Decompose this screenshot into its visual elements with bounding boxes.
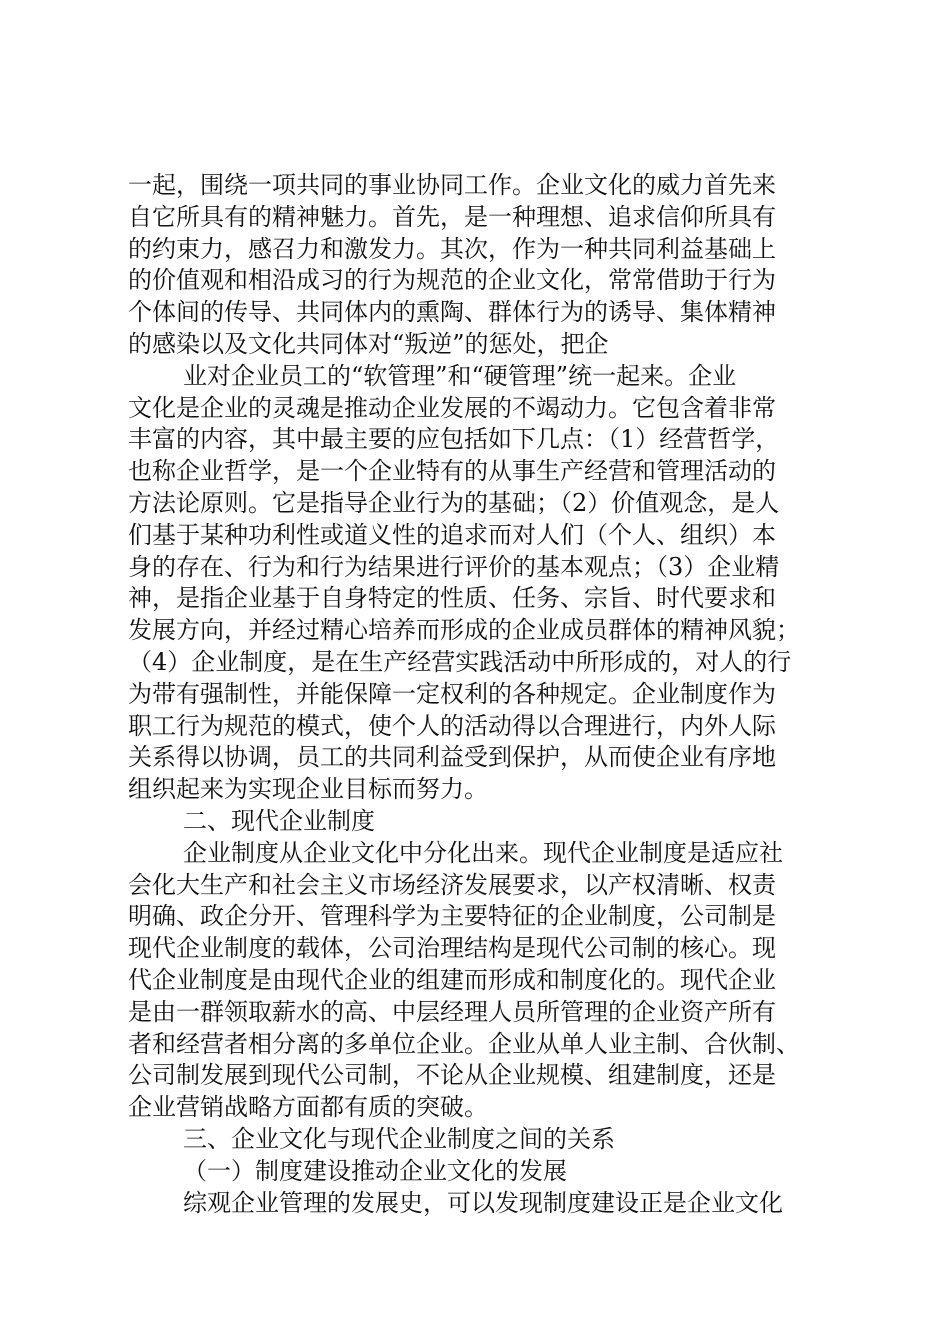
paragraph-first-line: 综观企业管理的发展史，可以发现制度建设正是企业文化 <box>183 1188 783 1217</box>
section-heading: 二、现代企业制度 <box>183 806 375 835</box>
text-line: 方法论原则。它是指导企业行为的基础；（2）价值观念，是人 <box>128 488 780 517</box>
text-line: 的感染以及文化共同体对“叛逆”的惩处，把企 <box>128 329 609 358</box>
text-line: 发展方向，并经过精心培养而形成的企业成员群体的精神风貌； <box>128 616 800 645</box>
text-line: 的价值观和相沿成习的行为规范的企业文化，常常借助于行为 <box>128 266 776 295</box>
text-line: 现代企业制度的载体，公司治理结构是现代公司制的核心。现 <box>128 934 776 963</box>
text-line: 关系得以协调，员工的共同利益受到保护，从而使企业有序地 <box>128 743 776 772</box>
text-line: 神，是指企业基于自身特定的性质、任务、宗旨、时代要求和 <box>128 584 776 613</box>
document-body <box>128 170 840 1219</box>
text-line: 身的存在、行为和行为结果进行评价的基本观点；（3）企业精 <box>128 552 780 581</box>
text-line: 个体间的传导、共同体内的熏陶、群体行为的诱导、集体精神 <box>128 298 776 327</box>
text-line: 是由一群领取薪水的高、中层经理人员所管理的企业资产所有 <box>128 997 776 1026</box>
text-line: 组织起来为实现企业目标而努力。 <box>128 775 488 804</box>
text-line: 明确、政企分开、管理科学为主要特征的企业制度，公司制是 <box>128 902 776 931</box>
text-line: 企业营销战略方面都有质的突破。 <box>128 1093 488 1122</box>
text-line: 文化是企业的灵魂是推动企业发展的不竭动力。它包含着非常 <box>128 393 776 422</box>
text-line: 代企业制度是由现代企业的组建而形成和制度化的。现代企业 <box>128 965 776 994</box>
text-line: 也称企业哲学，是一个企业特有的从事生产经营和管理活动的 <box>128 457 776 486</box>
paragraph-first-line: 业对企业员工的“软管理”和“硬管理”统一起来。企业 <box>183 361 737 390</box>
subsection-heading: （一）制度建设推动企业文化的发展 <box>183 1156 567 1185</box>
text-line: 为带有强制性，并能保障一定权利的各种规定。企业制度作为 <box>128 679 776 708</box>
section-heading: 三、企业文化与现代企业制度之间的关系 <box>183 1124 615 1153</box>
text-line: 会化大生产和社会主义市场经济发展要求，以产权清晰、权责 <box>128 870 776 899</box>
text-line: 丰富的内容，其中最主要的应包括如下几点：（1）经营哲学， <box>128 425 780 454</box>
text-line: 自它所具有的精神魅力。首先，是一种理想、追求信仰所具有 <box>128 202 776 231</box>
text-line: 者和经营者相分离的多单位企业。企业从单人业主制、合伙制、 <box>128 1029 800 1058</box>
text-line: 公司制发展到现代公司制，不论从企业规模、组建制度，还是 <box>128 1061 776 1090</box>
text-line: （4）企业制度，是在生产经营实践活动中所形成的，对人的行 <box>128 647 792 676</box>
text-line: 们基于某种功利性或道义性的追求而对人们（个人、组织）本 <box>128 520 776 549</box>
text-line: 职工行为规范的模式，使个人的活动得以合理进行，内外人际 <box>128 711 776 740</box>
paragraph-first-line: 企业制度从企业文化中分化出来。现代企业制度是适应社 <box>183 838 783 867</box>
text-line: 一起，围绕一项共同的事业协同工作。企业文化的威力首先来 <box>128 171 776 199</box>
text-line: 的约束力，感召力和激发力。其次，作为一种共同利益基础上 <box>128 234 776 263</box>
